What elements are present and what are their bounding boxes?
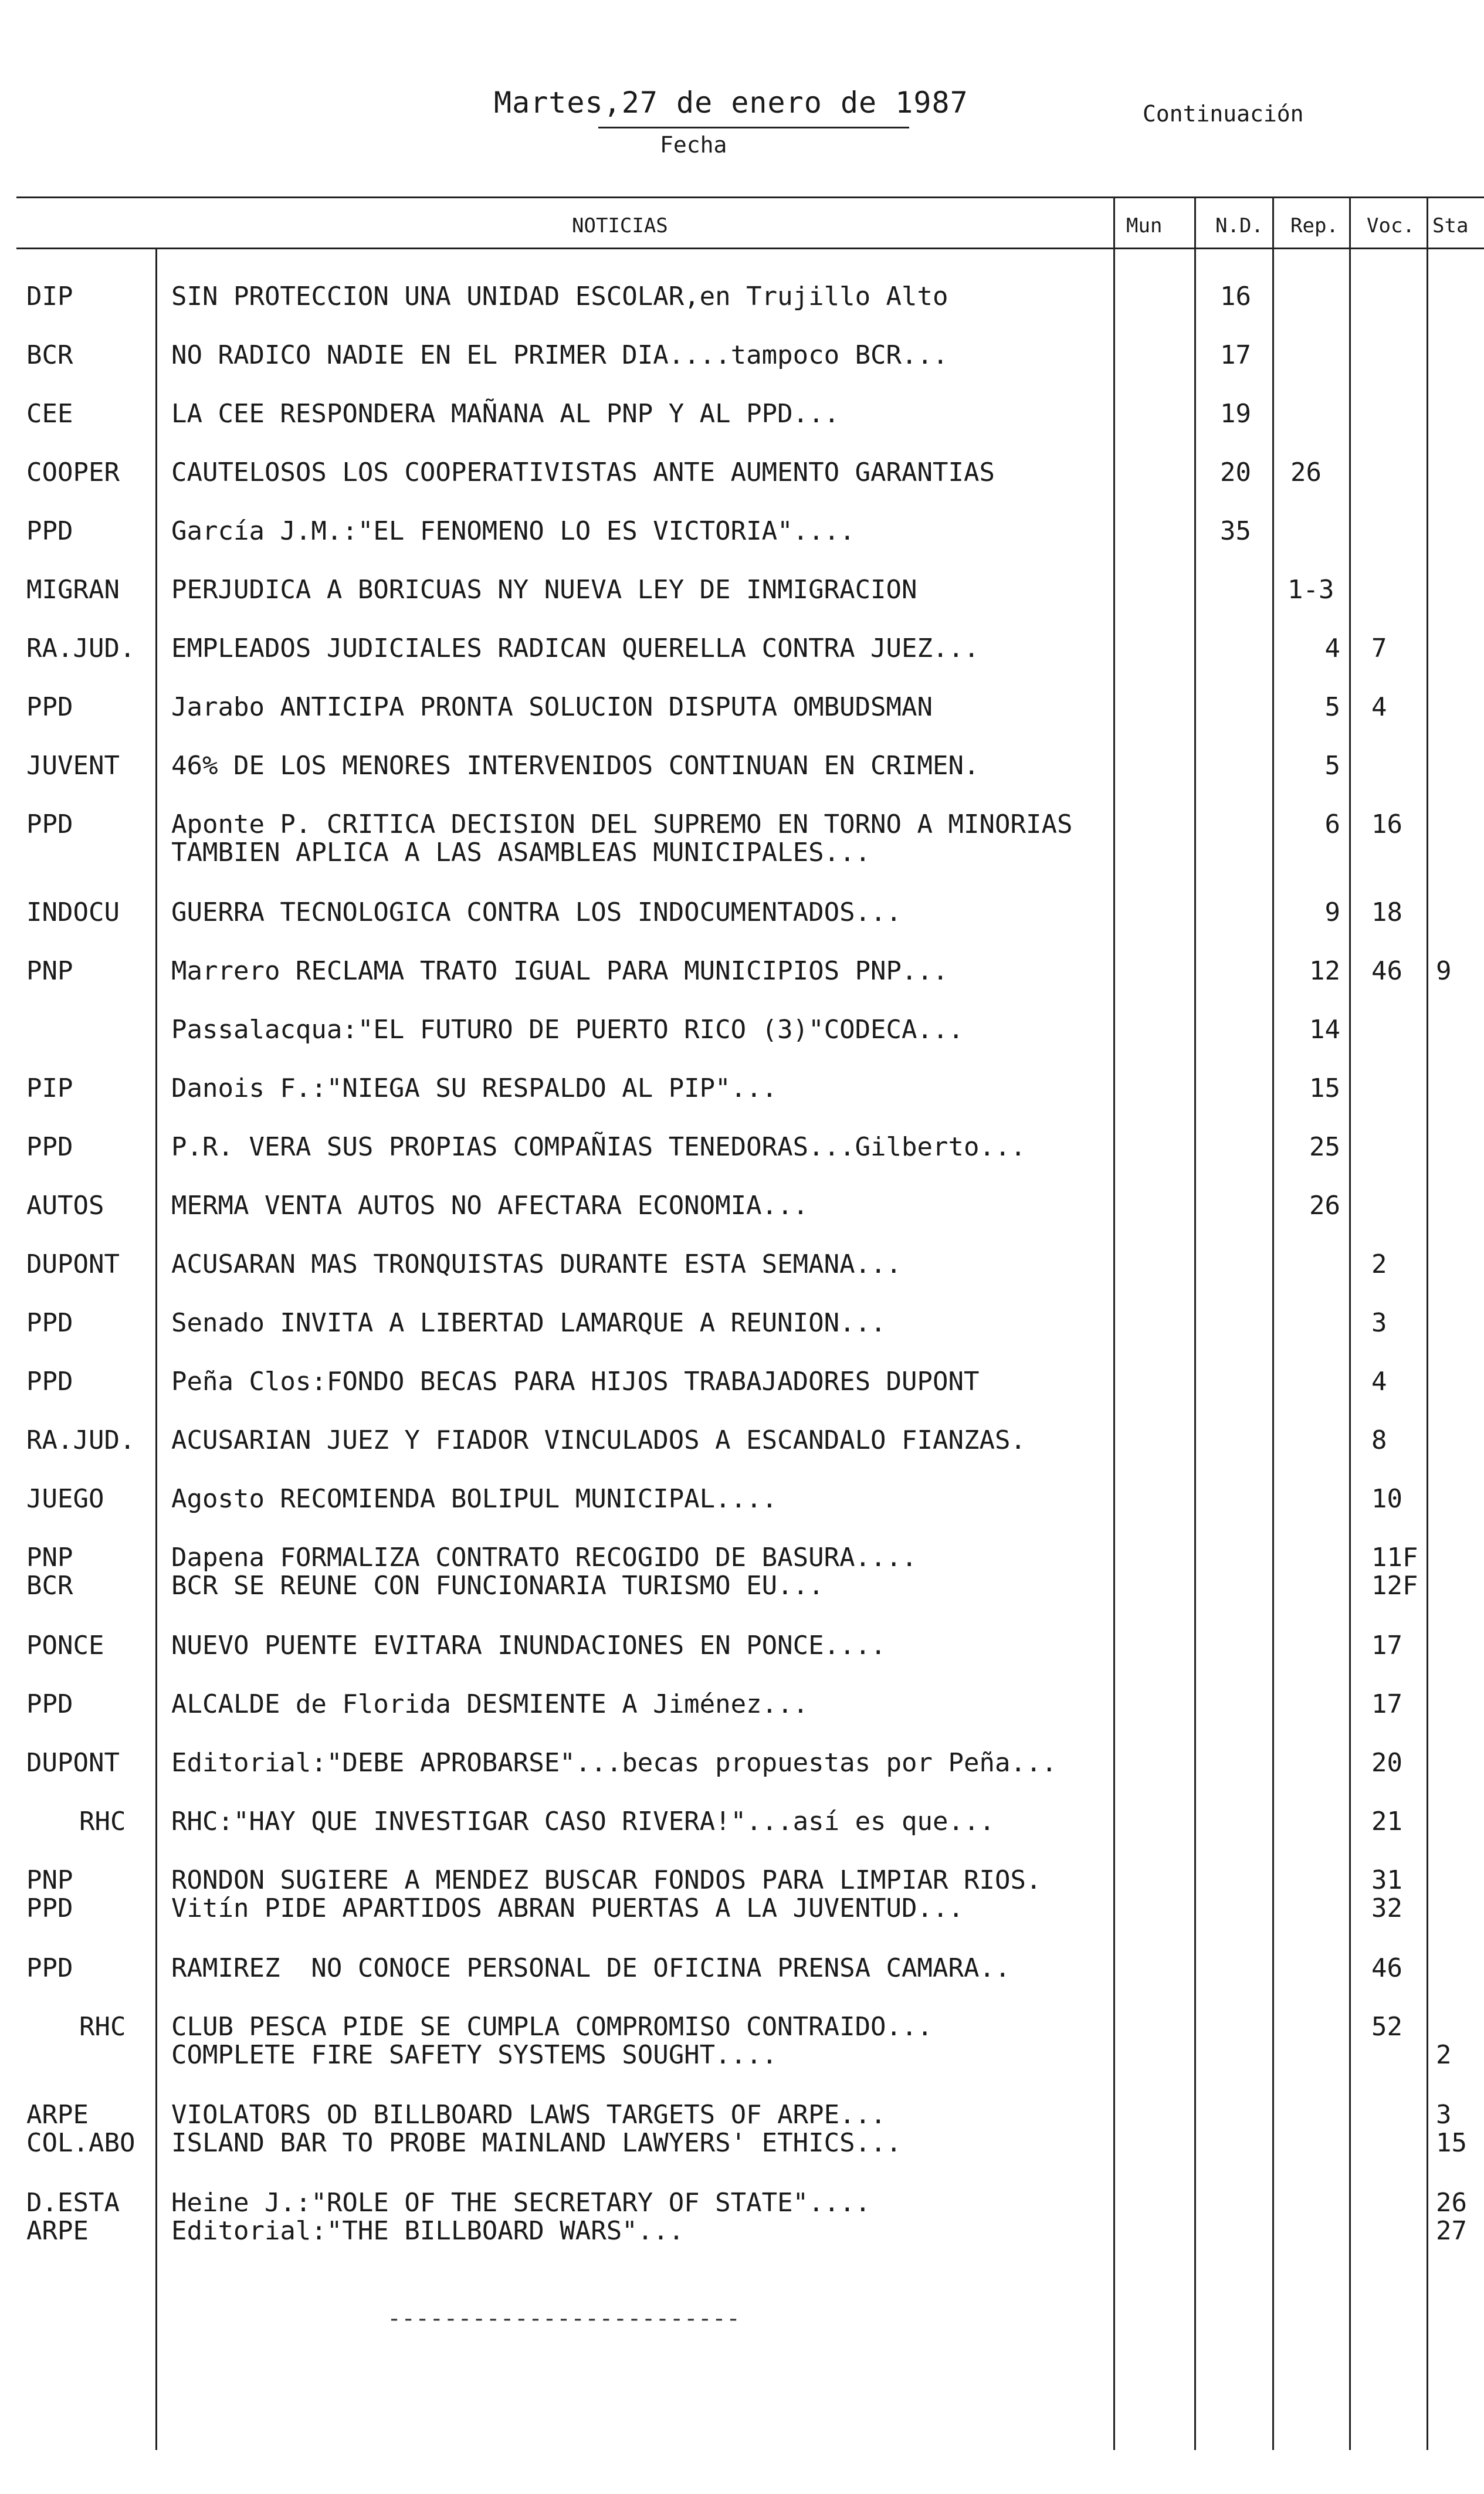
row-nd-page: 17 [1220,340,1251,370]
row-headline: CLUB PESCA PIDE SE CUMPLA COMPROMISO CONTRAIDO... [171,2012,933,2042]
row-voc-page: 16 [1371,809,1402,839]
row-headline: VIOLATORS OD BILLBOARD LAWS TARGETS OF ARPE... [171,2100,886,2130]
row-headline: García J.M.:"EL FENOMENO LO ES VICTORIA".... [171,516,855,546]
row-headline: LA CEE RESPONDERA MAÑANA AL PNP Y AL PPD... [171,399,840,429]
row-code: RA.JUD. [26,633,135,663]
row-code: AUTOS [26,1191,104,1221]
row-star-page: 15 [1436,2128,1467,2158]
row-voc-page: 10 [1371,1484,1402,1514]
row-code: PPD [26,692,73,722]
row-rep-page: 15 [1309,1073,1340,1103]
row-voc-page: 32 [1371,1893,1402,1923]
row-headline: NO RADICO NADIE EN EL PRIMER DIA....tampoco BCR... [171,340,948,370]
row-voc-page: 18 [1371,897,1402,927]
row-headline: Senado INVITA A LIBERTAD LAMARQUE A REUNION... [171,1308,886,1338]
row-headline: NUEVO PUENTE EVITARA INUNDACIONES EN PONCE.... [171,1631,886,1661]
column-head-star: Sta [1432,214,1469,238]
divider-rep [1272,196,1274,2450]
row-headline: Editorial:"DEBE APROBARSE"...becas propuestas por Peña... [171,1748,1057,1778]
row-headline: Dapena FORMALIZA CONTRATO RECOGIDO DE BASURA.... [171,1543,917,1573]
row-voc-page: 8 [1371,1425,1387,1455]
row-code: RHC [79,2012,126,2042]
row-code: D.ESTA [26,2188,120,2218]
row-star-page: 26 [1436,2188,1467,2218]
row-voc-page: 46 [1371,1953,1402,1983]
row-voc-page: 12F [1371,1571,1418,1601]
row-code: BCR [26,1571,73,1601]
row-code: PPD [26,1689,73,1719]
row-voc-page: 20 [1371,1748,1402,1778]
continuation-label: Continuación [1143,101,1304,127]
row-headline: Aponte P. CRITICA DECISION DEL SUPREMO EN TORNO A MINORIAS [171,809,1073,839]
row-rep-page: 4 [1324,633,1340,663]
row-voc-page: 52 [1371,2012,1402,2042]
row-headline: SIN PROTECCION UNA UNIDAD ESCOLAR,en Trujillo Alto [171,282,948,311]
row-star-page: 9 [1436,956,1452,986]
row-code: ARPE [26,2216,89,2246]
row-headline: Passalacqua:"EL FUTURO DE PUERTO RICO (3)"CODECA... [171,1015,964,1045]
row-code: MIGRAN [26,575,120,605]
row-code: DIP [26,282,73,311]
divider-nd [1194,196,1196,2450]
row-rep-page: 6 [1324,809,1340,839]
column-head-noticias: NOTICIAS [572,214,668,238]
column-head-mun: Mun [1126,214,1163,238]
header-bottom-rule [16,248,1484,249]
row-code: JUEGO [26,1484,104,1514]
row-headline: BCR SE REUNE CON FUNCIONARIA TURISMO EU... [171,1571,824,1601]
row-code: PNP [26,956,73,986]
row-code: PONCE [26,1631,104,1661]
row-code: BCR [26,340,73,370]
divider-star [1427,196,1428,2450]
row-code: PNP [26,1543,73,1573]
row-headline: Heine J.:"ROLE OF THE SECRETARY OF STATE".... [171,2188,871,2218]
date-caption: Fecha [660,132,727,158]
row-code: RA.JUD. [26,1425,135,1455]
row-code: INDOCU [26,897,120,927]
divider-code [155,248,157,2450]
row-headline: TAMBIEN APLICA A LAS ASAMBLEAS MUNICIPALES... [171,838,871,868]
row-rep-page: 9 [1324,897,1340,927]
row-voc-page: 17 [1371,1631,1402,1661]
row-headline: 46% DE LOS MENORES INTERVENIDOS CONTINUAN EN CRIMEN. [171,751,980,781]
row-headline: ACUSARIAN JUEZ Y FIADOR VINCULADOS A ESCANDALO FIANZAS. [171,1425,1026,1455]
row-rep-page: 1-3 [1288,575,1334,605]
row-nd-page: 35 [1220,516,1251,546]
row-code: ARPE [26,2100,89,2130]
row-headline: Agosto RECOMIENDA BOLIPUL MUNICIPAL.... [171,1484,778,1514]
row-voc-page: 7 [1371,633,1387,663]
row-code: COL.ABO [26,2128,135,2158]
row-rep-page: 12 [1309,956,1340,986]
row-voc-page: 21 [1371,1807,1402,1836]
row-headline: P.R. VERA SUS PROPIAS COMPAÑIAS TENEDORAS...Gilberto... [171,1132,1026,1162]
row-voc-page: 2 [1371,1249,1387,1279]
row-rep-page: 26 [1290,458,1322,487]
row-headline: PERJUDICA A BORICUAS NY NUEVA LEY DE INMIGRACION [171,575,917,605]
row-headline: RAMIREZ NO CONOCE PERSONAL DE OFICINA PRENSA CAMARA.. [171,1953,1011,1983]
row-headline: Peña Clos:FONDO BECAS PARA HIJOS TRABAJADORES DUPONT [171,1367,980,1397]
divider-mun [1113,196,1115,2450]
row-voc-page: 4 [1371,692,1387,722]
row-code: CEE [26,399,73,429]
row-headline: EMPLEADOS JUDICIALES RADICAN QUERELLA CONTRA JUEZ... [171,633,980,663]
row-headline: Marrero RECLAMA TRATO IGUAL PARA MUNICIPIOS PNP... [171,956,948,986]
row-code: RHC [79,1807,126,1836]
row-rep-page: 26 [1309,1191,1340,1221]
row-nd-page: 20 [1220,458,1251,487]
row-headline: Danois F.:"NIEGA SU RESPALDO AL PIP"... [171,1073,778,1103]
row-headline: Vitín PIDE APARTIDOS ABRAN PUERTAS A LA JUVENTUD... [171,1893,964,1923]
column-head-nd: N.D. [1215,214,1263,238]
footer-rule: ------------------------- [387,2305,741,2332]
row-code: PPD [26,1367,73,1397]
row-headline: COMPLETE FIRE SAFETY SYSTEMS SOUGHT.... [171,2040,778,2070]
row-code: PIP [26,1073,73,1103]
column-head-rep: Rep. [1290,214,1339,238]
row-voc-page: 31 [1371,1865,1402,1895]
row-headline: RONDON SUGIERE A MENDEZ BUSCAR FONDOS PARA LIMPIAR RIOS. [171,1865,1042,1895]
row-headline: GUERRA TECNOLOGICA CONTRA LOS INDOCUMENTADOS... [171,897,902,927]
row-code: DUPONT [26,1249,120,1279]
row-code: PPD [26,516,73,546]
row-star-page: 27 [1436,2216,1467,2246]
row-code: DUPONT [26,1748,120,1778]
row-nd-page: 19 [1220,399,1251,429]
row-code: PPD [26,1953,73,1983]
header-top-rule [16,196,1484,198]
row-voc-page: 3 [1371,1308,1387,1338]
row-star-page: 3 [1436,2100,1452,2130]
row-rep-page: 5 [1324,692,1340,722]
row-headline: MERMA VENTA AUTOS NO AFECTARA ECONOMIA... [171,1191,809,1221]
row-voc-page: 17 [1371,1689,1402,1719]
row-rep-page: 25 [1309,1132,1340,1162]
row-code: PNP [26,1865,73,1895]
row-voc-page: 11F [1371,1543,1418,1573]
row-code: JUVENT [26,751,120,781]
row-nd-page: 16 [1220,282,1251,311]
row-voc-page: 4 [1371,1367,1387,1397]
row-code: PPD [26,1132,73,1162]
column-head-voc: Voc. [1367,214,1415,238]
row-headline: CAUTELOSOS LOS COOPERATIVISTAS ANTE AUMENTO GARANTIAS [171,458,995,487]
row-voc-page: 46 [1371,956,1402,986]
row-code: PPD [26,1308,73,1338]
page-date: Martes,27 de enero de 1987 [494,86,968,120]
row-headline: ACUSARAN MAS TRONQUISTAS DURANTE ESTA SEMANA... [171,1249,902,1279]
row-rep-page: 5 [1324,751,1340,781]
row-star-page: 2 [1436,2040,1452,2070]
divider-voc [1349,196,1351,2450]
row-rep-page: 14 [1309,1015,1340,1045]
row-code: COOPER [26,458,120,487]
row-headline: ALCALDE de Florida DESMIENTE A Jiménez... [171,1689,809,1719]
row-headline: Editorial:"THE BILLBOARD WARS"... [171,2216,685,2246]
row-code: PPD [26,1893,73,1923]
row-headline: RHC:"HAY QUE INVESTIGAR CASO RIVERA!"...así es que... [171,1807,995,1836]
row-headline: Jarabo ANTICIPA PRONTA SOLUCION DISPUTA OMBUDSMAN [171,692,933,722]
row-headline: ISLAND BAR TO PROBE MAINLAND LAWYERS' ETHICS... [171,2128,902,2158]
date-underline [598,127,909,128]
row-code: PPD [26,809,73,839]
